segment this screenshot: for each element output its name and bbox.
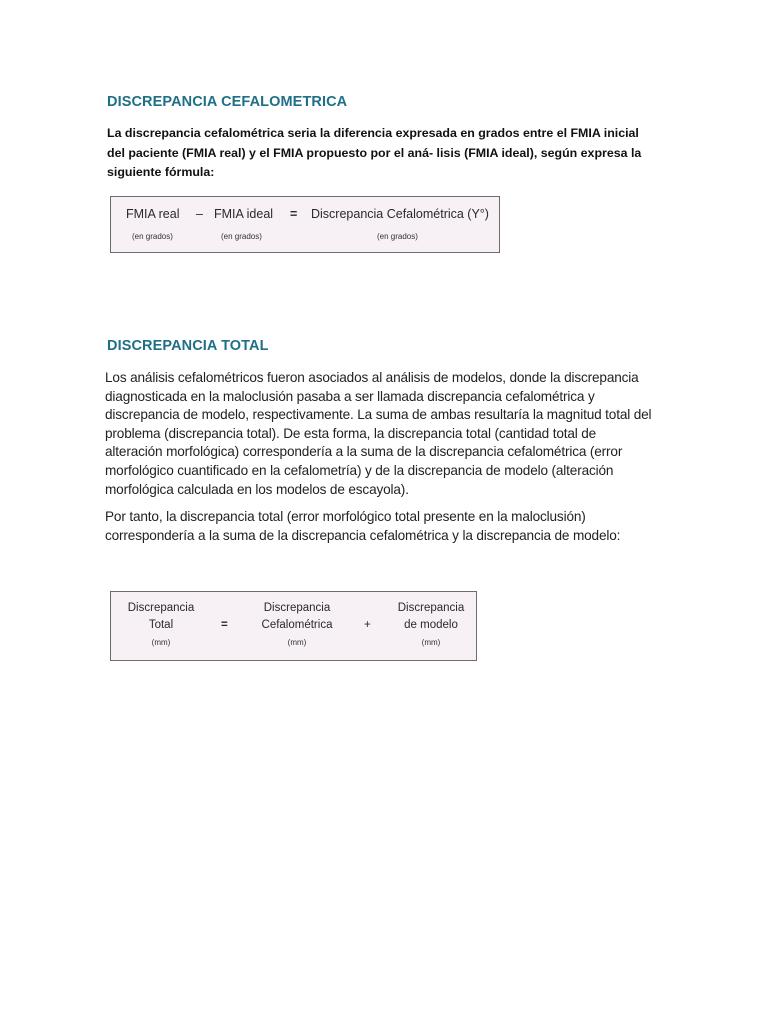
- col2-unit: (mm): [287, 638, 307, 647]
- formula-unit-2: (en grados): [221, 232, 262, 241]
- col1-unit: (mm): [151, 638, 171, 647]
- col3-unit: (mm): [421, 638, 441, 647]
- formula-plus-sign: +: [364, 619, 371, 631]
- heading-discrepancia-cefalometrica: DISCREPANCIA CEFALOMETRICA: [107, 94, 348, 110]
- formula-col-discrepancia-cefalometrica: [251, 600, 343, 651]
- heading-discrepancia-total: DISCREPANCIA TOTAL: [107, 338, 269, 354]
- formula-result-discrepancia-cefalometrica: Discrepancia Cefalométrica (Y°): [311, 207, 489, 221]
- col2-line1: Discrepancia: [263, 602, 331, 614]
- formula-col-discrepancia-modelo: [391, 600, 471, 651]
- formula-unit-3: (en grados): [377, 232, 418, 241]
- formula-term-fmia-ideal: FMIA ideal: [214, 207, 274, 221]
- formula-equals-sign: =: [290, 207, 298, 221]
- formula-unit-1: (en grados): [132, 232, 173, 241]
- formula-minus-sign: –: [196, 207, 203, 221]
- col1-line1: Discrepancia: [127, 602, 195, 614]
- formula-col-discrepancia-total: [119, 600, 203, 651]
- body-paragraph-1: Los análisis cefalométricos fueron asociados al análisis de modelos, donde la discrepancia diagnosticada en la maloclusión pasaba a ser llamada discrepancia cefalométrica y discrepancia de modelo, respectivamente. La suma de ambas resultaría la magnitud total del problema (discrepancia total). De esta forma, la discrepancia total (cantidad total de alteración morfológica) correspondería a la suma de la discrepancia cefalométrica (error morfológico cuantificado en la cefalometría) y de la discrepancia de modelo (alteración morfológica calculada en los modelos de escayola).: [105, 370, 652, 497]
- body-paragraph-2: Por tanto, la discrepancia total (error morfológico total presente en la maloclusión) correspondería a la suma de la discrepancia cefalométrica y la discrepancia de modelo:: [105, 509, 621, 543]
- formula-box-total: [110, 591, 477, 661]
- formula-box-cefalometrica: [110, 196, 500, 253]
- formula-equals-sign-2: =: [221, 619, 228, 631]
- col3-line1: Discrepancia: [397, 602, 465, 614]
- col1-line2: Total: [148, 619, 174, 631]
- formula-term-fmia-real: FMIA real: [126, 207, 180, 221]
- col3-line2: de modelo: [404, 619, 458, 631]
- intro-paragraph: La discrepancia cefalométrica seria la diferencia expresada en grados entre el FMIA inicial del paciente (FMIA real) y el FMIA propuesto por el aná- lisis (FMIA ideal), según expresa la siguiente fórmula:: [107, 126, 642, 179]
- col2-line2: Cefalométrica: [261, 619, 333, 631]
